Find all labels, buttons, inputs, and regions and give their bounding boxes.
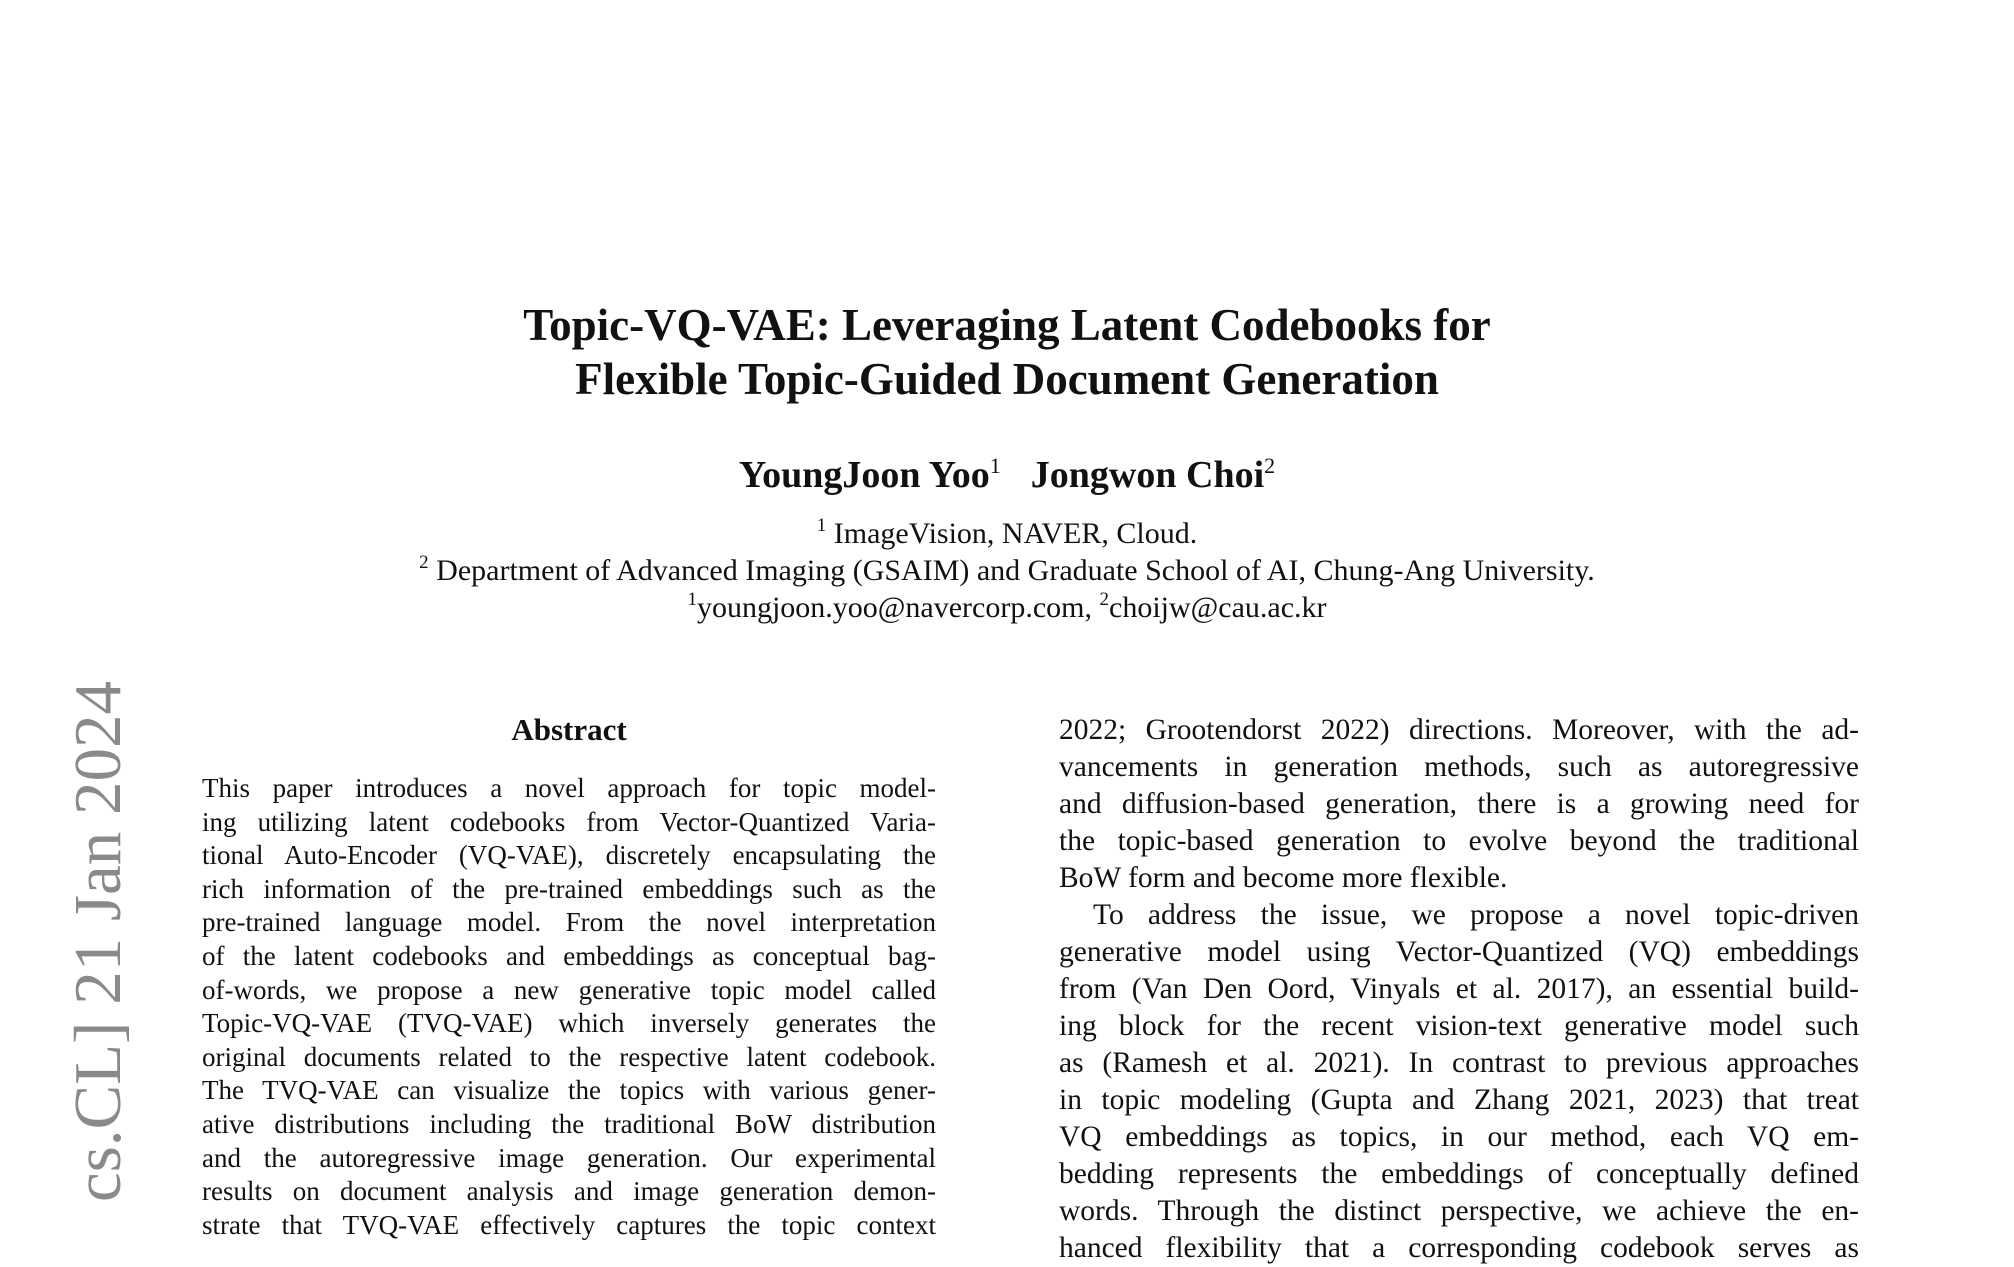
body-line: ing block for the recent vision-text generative model such [1059, 1010, 1859, 1042]
affiliation-1 [0, 516, 2014, 552]
paper-title [0, 298, 2014, 406]
author-list [0, 452, 2014, 498]
title-line-2: Flexible Topic-Guided Document Generation [575, 354, 1439, 404]
abstract-line: tional Auto-Encoder (VQ-VAE), discretely encapsulating the [202, 840, 936, 871]
abstract-line: of-words, we propose a new generative topic model called [202, 974, 936, 1005]
body-line: 2022; Grootendorst 2022) directions. Moreover, with the ad- [1059, 714, 1859, 746]
abstract-line: of the latent codebooks and embeddings as conceptual bag- [202, 940, 936, 971]
abstract-line: strate that TVQ-VAE effectively captures the topic context [202, 1209, 936, 1240]
body-line: the topic-based generation to evolve beyond the traditional [1059, 825, 1859, 857]
body-line: and diffusion-based generation, there is a growing need for [1059, 788, 1859, 820]
author-affiliation-mark: 1 [989, 453, 1001, 478]
abstract-body [202, 772, 936, 1242]
body-line: from (Van Den Oord, Vinyals et al. 2017), an essential build- [1059, 973, 1859, 1005]
body-line: To address the issue, we propose a novel topic-driven [1093, 899, 1859, 931]
body-line: bedding represents the embeddings of conceptually defined [1059, 1158, 1859, 1190]
abstract-line: This paper introduces a novel approach for topic model- [202, 773, 936, 803]
body-line: generative model using Vector-Quantized (VQ) embeddings [1059, 936, 1859, 968]
abstract-line: rich information of the pre-trained embeddings such as the [202, 873, 936, 904]
email-address[interactable]: youngjoon.yoo@navercorp.com, [696, 591, 1100, 624]
abstract-line: original documents related to the respective latent codebook. [202, 1041, 936, 1072]
abstract-line: pre-trained language model. From the novel interpretation [202, 907, 936, 938]
body-line: in topic modeling (Gupta and Zhang 2021, 2023) that treat [1059, 1084, 1859, 1116]
body-line: as (Ramesh et al. 2021). In contrast to previous approaches [1059, 1047, 1859, 1079]
author-emails [0, 590, 2014, 626]
body-line: BoW form and become more flexible. [1059, 862, 1508, 894]
affiliation-mark: 1 [816, 515, 827, 536]
body-column-right [1059, 712, 1859, 1267]
abstract-line: The TVQ-VAE can visualize the topics with various gener- [202, 1075, 936, 1106]
abstract-line: results on document analysis and image generation demon- [202, 1176, 936, 1207]
affiliation-2 [0, 553, 2014, 589]
abstract-line: and the autoregressive image generation. Our experimental [202, 1142, 936, 1173]
arxiv-stamp: cs.CL] 21 Jan 2024 [61, 680, 135, 1202]
abstract-line: ative distributions including the traditional BoW distribution [202, 1108, 936, 1139]
title-line-1: Topic-VQ-VAE: Leveraging Latent Codebooks for [523, 300, 1491, 350]
affiliation-mark: 2 [419, 552, 429, 573]
author-affiliation-mark: 2 [1264, 453, 1276, 478]
email-address[interactable]: choijw@cau.ac.kr [1109, 591, 1327, 624]
abstract-heading: Abstract [511, 712, 627, 747]
affiliation-text: ImageVision, NAVER, Cloud. [826, 517, 1198, 550]
author-name: YoungJoon Yoo [738, 454, 990, 496]
body-line: vancements in generation methods, such as autoregressive [1059, 751, 1859, 783]
affiliation-text: Department of Advanced Imaging (GSAIM) and Graduate School of AI, Chung-Ang University. [428, 554, 1595, 587]
abstract-line: Topic-VQ-VAE (TVQ-VAE) which inversely generates the [202, 1008, 936, 1039]
email-mark: 1 [687, 589, 697, 610]
body-line: hanced flexibility that a corresponding codebook serves as [1059, 1232, 1859, 1264]
email-mark: 2 [1099, 589, 1109, 610]
body-line: VQ embeddings as topics, in our method, each VQ em- [1059, 1121, 1859, 1153]
body-line: words. Through the distinct perspective, we achieve the en- [1059, 1195, 1859, 1227]
author-name: Jongwon Choi [1030, 454, 1265, 496]
abstract-line: ing utilizing latent codebooks from Vector-Quantized Varia- [202, 806, 936, 837]
